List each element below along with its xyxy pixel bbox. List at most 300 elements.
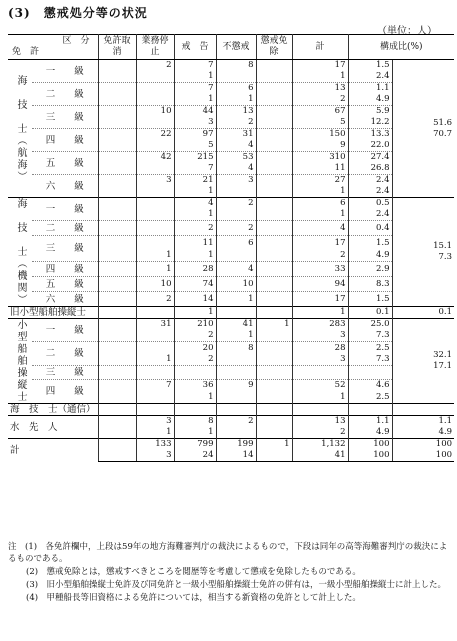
cell-k6-a-0 — [98, 175, 136, 187]
cell-s1-b-4 — [256, 330, 292, 342]
notes — [8, 541, 448, 605]
section-title: (3) 懲戒処分等の状況 — [8, 6, 148, 20]
cell-k6-b-2: 1 — [174, 186, 216, 198]
cell-e3-b-6: 4.9 — [348, 250, 392, 262]
cell-s4-b-0 — [98, 392, 136, 404]
cell-total-b-7: 100 — [392, 450, 454, 462]
table-row — [8, 221, 454, 236]
table-row — [8, 366, 454, 373]
cell-e4-a-5: 33 — [292, 262, 348, 277]
cell-e1-a-0 — [98, 198, 136, 210]
cell-k2-a-0 — [98, 83, 136, 95]
cell-k5-a-1: 42 — [136, 152, 174, 164]
cell-k3-b-1 — [136, 117, 174, 129]
cell-s1-b-0 — [98, 330, 136, 342]
cell-suisen-b-5: 2 — [292, 427, 348, 439]
table-row — [8, 416, 454, 428]
table-row — [8, 152, 454, 164]
grade-label: 六 級 — [32, 292, 98, 307]
cell-k3-a-4 — [256, 106, 292, 118]
cell-e1-b-1 — [136, 209, 174, 221]
table-row — [8, 292, 454, 307]
cell-k1-a-3: 8 — [216, 60, 256, 72]
cell-k3-b-6: 12.2 — [348, 117, 392, 129]
cell-k5-a-6: 27.4 — [348, 152, 392, 164]
note-1: 注 (1) 各免許欄中，上段は59年の地方海難審判庁の裁決によるもので，下段は同年の高等海難審判庁の裁決によるものである。 — [8, 542, 448, 564]
cell-k6-b-5: 1 — [292, 186, 348, 198]
cell-e1-a-2: 4 — [174, 198, 216, 210]
cell-k1-a-0 — [98, 60, 136, 72]
table-row — [8, 342, 454, 355]
cell-k3-b-5: 5 — [292, 117, 348, 129]
cell-k2-a-6: 1.1 — [348, 83, 392, 95]
cell-k6-a-4 — [256, 175, 292, 187]
cell-k3-b-2: 3 — [174, 117, 216, 129]
cell-tsushin-a-2 — [174, 404, 216, 416]
cell-suisen-a-1: 3 — [136, 416, 174, 428]
cell-e3-a-0 — [98, 236, 136, 251]
cell-old-a-6: 0.1 — [348, 307, 392, 319]
header-menkyo: 免 許 — [12, 47, 40, 57]
unit-label: （単位：人） — [377, 26, 437, 37]
cell-k4-a-0 — [98, 129, 136, 141]
cell-k1-b-3 — [216, 71, 256, 83]
cell-e2-a-5: 4 — [292, 221, 348, 236]
cell-k3-b-0 — [98, 117, 136, 129]
cell-k1-a-5: 17 — [292, 60, 348, 72]
cell-s4-b-1 — [136, 392, 174, 404]
cell-suisen-b-3 — [216, 427, 256, 439]
big-ratio-kogata: 32.1 17.1 — [392, 319, 454, 404]
cell-k1-b-1 — [136, 71, 174, 83]
cell-tsushin-a-6 — [348, 404, 392, 416]
header-c2: 業務停止 — [136, 35, 174, 60]
cell-e5-a-2: 74 — [174, 277, 216, 292]
cell-k4-b-4 — [256, 140, 292, 152]
cell-k5-a-5: 310 — [292, 152, 348, 164]
cell-e5-a-0 — [98, 277, 136, 292]
cell-total-a-3: 199 — [216, 439, 256, 451]
cell-k6-a-2: 21 — [174, 175, 216, 187]
cell-s4-b-3 — [216, 392, 256, 404]
cell-k5-b-3: 4 — [216, 163, 256, 175]
grade-label: 一 級 — [32, 198, 98, 221]
cell-e1-a-4 — [256, 198, 292, 210]
cell-e2-a-0 — [98, 221, 136, 236]
cell-s3-a-3 — [216, 366, 256, 373]
cell-s4-a-2: 36 — [174, 379, 216, 392]
discipline-table — [8, 34, 454, 462]
table-row — [8, 175, 454, 187]
cell-k3-b-3: 2 — [216, 117, 256, 129]
table-row — [8, 379, 454, 392]
cell-e5-a-1: 10 — [136, 277, 174, 292]
cell-k6-b-3 — [216, 186, 256, 198]
cell-old-a-3 — [216, 307, 256, 319]
cell-k4-b-1 — [136, 140, 174, 152]
cell-k6-a-5: 27 — [292, 175, 348, 187]
table-row — [8, 319, 454, 331]
cell-k4-b-3: 4 — [216, 140, 256, 152]
cell-suisen-a-0 — [98, 416, 136, 428]
header-c5: 懲戒免除 — [256, 35, 292, 60]
grade-label: 三 級 — [32, 366, 98, 379]
cell-k5-a-2: 215 — [174, 152, 216, 164]
cell-k4-a-2: 97 — [174, 129, 216, 141]
cell-k1-b-6: 2.4 — [348, 71, 392, 83]
cell-tsushin-a-5 — [292, 404, 348, 416]
group-label-kogata: 小型船舶操縦士 — [8, 319, 32, 404]
cell-suisen-b-7: 4.9 — [392, 427, 454, 439]
cell-e6-a-4 — [256, 292, 292, 307]
grade-label: 一 級 — [32, 319, 98, 342]
cell-s1-b-5: 3 — [292, 330, 348, 342]
cell-s3-a-4 — [256, 366, 292, 373]
cell-k4-a-4 — [256, 129, 292, 141]
cell-k5-a-0 — [98, 152, 136, 164]
cell-k2-b-0 — [98, 94, 136, 106]
cell-total-a-0 — [98, 439, 136, 451]
cell-old-a-5: 1 — [292, 307, 348, 319]
cell-k3-a-0 — [98, 106, 136, 118]
cell-e1-b-5: 1 — [292, 209, 348, 221]
cell-e5-a-6: 8.3 — [348, 277, 392, 292]
cell-s2-b-6: 7.3 — [348, 354, 392, 366]
cell-total-a-2: 799 — [174, 439, 216, 451]
cell-k4-b-6: 22.0 — [348, 140, 392, 152]
cell-k2-a-1 — [136, 83, 174, 95]
cell-old-a-2: 1 — [174, 307, 216, 319]
cell-k2-b-5: 2 — [292, 94, 348, 106]
cell-total-b-3: 14 — [216, 450, 256, 462]
cell-e3-b-0 — [98, 250, 136, 262]
cell-e1-a-3: 2 — [216, 198, 256, 210]
cell-k1-a-2: 7 — [174, 60, 216, 72]
cell-e3-a-2: 11 — [174, 236, 216, 251]
cell-total-a-5: 1,132 — [292, 439, 348, 451]
cell-s2-b-4 — [256, 354, 292, 366]
big-ratio-kikan: 15.1 7.3 — [392, 198, 454, 307]
cell-k2-b-1 — [136, 94, 174, 106]
cell-s1-b-6: 7.3 — [348, 330, 392, 342]
cell-k2-a-5: 13 — [292, 83, 348, 95]
cell-s3-a-6 — [348, 366, 392, 373]
cell-k2-b-6: 4.9 — [348, 94, 392, 106]
cell-e3-b-2: 1 — [174, 250, 216, 262]
cell-suisen-b-0 — [98, 427, 136, 439]
cell-s2-a-5: 28 — [292, 342, 348, 355]
cell-s4-a-6: 4.6 — [348, 379, 392, 392]
cell-total-b-6: 100 — [348, 450, 392, 462]
cell-old-a-0 — [98, 307, 136, 319]
cell-k2-b-2: 1 — [174, 94, 216, 106]
header-row — [8, 35, 454, 60]
cell-e3-a-6: 1.5 — [348, 236, 392, 251]
grade-label: 二 級 — [32, 221, 98, 236]
cell-e5-a-4 — [256, 277, 292, 292]
group-label-kikan: 海 技 士（機関） — [8, 198, 32, 307]
cell-e1-b-2: 1 — [174, 209, 216, 221]
cell-suisen-b-6: 4.9 — [348, 427, 392, 439]
cell-k6-a-3: 3 — [216, 175, 256, 187]
cell-suisen-a-5: 13 — [292, 416, 348, 428]
cell-suisen-a-2: 8 — [174, 416, 216, 428]
cell-old-a-4 — [256, 307, 292, 319]
cell-s3-a-0 — [98, 366, 136, 373]
cell-e3-b-1: 1 — [136, 250, 174, 262]
cell-k1-a-6: 1.5 — [348, 60, 392, 72]
cell-k4-b-0 — [98, 140, 136, 152]
header-c3: 戒 告 — [174, 35, 216, 60]
cell-k1-a-4 — [256, 60, 292, 72]
cell-s4-a-4 — [256, 379, 292, 392]
cell-e1-a-5: 6 — [292, 198, 348, 210]
grade-label: 四 級 — [32, 129, 98, 152]
cell-tsushin-a-0 — [98, 404, 136, 416]
group-label-koukai: 海 技 士（航海） — [8, 60, 32, 198]
cell-tsushin-a-1 — [136, 404, 174, 416]
cell-total-b-5: 41 — [292, 450, 348, 462]
cell-total-b-4 — [256, 450, 292, 462]
cell-s1-a-0 — [98, 319, 136, 331]
cell-k2-a-3: 6 — [216, 83, 256, 95]
cell-total-a-7: 100 — [392, 439, 454, 451]
header-kubun: 区 分 — [62, 36, 90, 46]
cell-k4-a-1: 22 — [136, 129, 174, 141]
table-row — [8, 439, 454, 451]
cell-s2-a-4 — [256, 342, 292, 355]
table-row — [8, 307, 454, 319]
cell-k1-b-0 — [98, 71, 136, 83]
table-row — [8, 262, 454, 277]
cell-e5-a-5: 94 — [292, 277, 348, 292]
cell-k6-a-1: 3 — [136, 175, 174, 187]
cell-suisen-b-1: 1 — [136, 427, 174, 439]
cell-k4-a-6: 13.3 — [348, 129, 392, 141]
cell-e3-a-5: 17 — [292, 236, 348, 251]
cell-e2-a-1 — [136, 221, 174, 236]
cell-s2-b-3 — [216, 354, 256, 366]
cell-k5-b-0 — [98, 163, 136, 175]
cell-s1-a-1: 31 — [136, 319, 174, 331]
cell-e6-a-2: 14 — [174, 292, 216, 307]
cell-s1-a-6: 25.0 — [348, 319, 392, 331]
cell-s2-a-6: 2.5 — [348, 342, 392, 355]
cell-e1-a-1 — [136, 198, 174, 210]
grade-label: 五 級 — [32, 152, 98, 175]
cell-e3-b-4 — [256, 250, 292, 262]
cell-e3-a-3: 6 — [216, 236, 256, 251]
cell-k5-b-2: 7 — [174, 163, 216, 175]
cell-e4-a-1: 1 — [136, 262, 174, 277]
cell-k6-b-0 — [98, 186, 136, 198]
cell-k2-a-4 — [256, 83, 292, 95]
cell-e2-a-6: 0.4 — [348, 221, 392, 236]
row-label-old: 旧小型船舶操縦士 — [8, 307, 98, 319]
grade-label: 四 級 — [32, 262, 98, 277]
table-row — [8, 236, 454, 251]
cell-k1-b-5: 1 — [292, 71, 348, 83]
cell-tsushin-a-4 — [256, 404, 292, 416]
grade-label: 六 級 — [32, 175, 98, 198]
cell-e2-a-4 — [256, 221, 292, 236]
cell-tsushin-a-7 — [392, 404, 454, 416]
cell-k5-a-4 — [256, 152, 292, 164]
header-corner — [8, 35, 98, 60]
cell-e6-a-0 — [98, 292, 136, 307]
cell-s1-b-3: 1 — [216, 330, 256, 342]
cell-k5-b-6: 26.8 — [348, 163, 392, 175]
table-row — [8, 277, 454, 292]
cell-old-a-7: 0.1 — [392, 307, 454, 319]
cell-tsushin-a-3 — [216, 404, 256, 416]
grade-label: 三 級 — [32, 106, 98, 129]
cell-e6-a-1: 2 — [136, 292, 174, 307]
grade-label: 五 級 — [32, 277, 98, 292]
cell-k1-b-2: 1 — [174, 71, 216, 83]
cell-s2-a-1 — [136, 342, 174, 355]
cell-k4-b-5: 9 — [292, 140, 348, 152]
cell-e4-a-4 — [256, 262, 292, 277]
cell-old-a-1 — [136, 307, 174, 319]
cell-k6-b-1 — [136, 186, 174, 198]
cell-s3-a-5 — [292, 366, 348, 373]
cell-s4-b-6: 2.5 — [348, 392, 392, 404]
cell-s2-a-3: 8 — [216, 342, 256, 355]
cell-s1-a-5: 283 — [292, 319, 348, 331]
cell-k6-b-6: 2.4 — [348, 186, 392, 198]
grade-label: 三 級 — [32, 236, 98, 262]
table-row — [8, 129, 454, 141]
cell-e1-b-0 — [98, 209, 136, 221]
cell-total-b-0 — [98, 450, 136, 462]
cell-s2-a-0 — [98, 342, 136, 355]
cell-k5-b-1 — [136, 163, 174, 175]
cell-e3-a-4 — [256, 236, 292, 251]
cell-k2-a-2: 7 — [174, 83, 216, 95]
cell-e2-a-2: 2 — [174, 221, 216, 236]
cell-s4-b-2: 1 — [174, 392, 216, 404]
header-c4: 不懲戒 — [216, 35, 256, 60]
cell-s2-b-1: 1 — [136, 354, 174, 366]
cell-k2-b-3: 1 — [216, 94, 256, 106]
row-label-suisen: 水 先 人 — [8, 416, 98, 439]
cell-e5-a-3: 10 — [216, 277, 256, 292]
cell-total-b-1: 3 — [136, 450, 174, 462]
cell-k3-a-5: 67 — [292, 106, 348, 118]
cell-s3-a-2 — [174, 366, 216, 373]
cell-k2-b-4 — [256, 94, 292, 106]
cell-e4-a-3: 4 — [216, 262, 256, 277]
cell-e2-a-3: 2 — [216, 221, 256, 236]
cell-e1-a-6: 0.5 — [348, 198, 392, 210]
cell-s1-b-1 — [136, 330, 174, 342]
cell-e6-a-5: 17 — [292, 292, 348, 307]
cell-s3-a-1 — [136, 366, 174, 373]
cell-e4-a-6: 2.9 — [348, 262, 392, 277]
cell-k5-b-5: 11 — [292, 163, 348, 175]
cell-k4-a-5: 150 — [292, 129, 348, 141]
header-c6: 計 — [292, 35, 348, 60]
cell-k5-b-4 — [256, 163, 292, 175]
header-c7: 構成比(%) — [348, 35, 454, 60]
grade-label: 四 級 — [32, 379, 98, 403]
cell-e6-a-6: 1.5 — [348, 292, 392, 307]
cell-total-a-1: 133 — [136, 439, 174, 451]
cell-e1-b-6: 2.4 — [348, 209, 392, 221]
cell-s1-a-2: 210 — [174, 319, 216, 331]
grade-label: 二 級 — [32, 83, 98, 106]
grade-label: 一 級 — [32, 60, 98, 83]
cell-s1-b-2: 2 — [174, 330, 216, 342]
cell-k3-a-6: 5.9 — [348, 106, 392, 118]
cell-k1-a-1: 2 — [136, 60, 174, 72]
cell-s2-b-2: 2 — [174, 354, 216, 366]
table-row — [8, 198, 454, 210]
row-label-total: 計 — [8, 439, 98, 462]
cell-s4-a-3: 9 — [216, 379, 256, 392]
note-4: (4) 甲種船長等旧資格による免許については，相当する新資格の免許として計上した。 — [26, 593, 361, 603]
cell-e4-a-2: 28 — [174, 262, 216, 277]
cell-e3-b-5: 2 — [292, 250, 348, 262]
cell-k3-a-1: 10 — [136, 106, 174, 118]
cell-total-a-6: 100 — [348, 439, 392, 451]
cell-total-b-2: 24 — [174, 450, 216, 462]
cell-k4-b-2: 5 — [174, 140, 216, 152]
cell-s1-a-3: 41 — [216, 319, 256, 331]
cell-k3-a-3: 13 — [216, 106, 256, 118]
cell-suisen-a-7: 1.1 — [392, 416, 454, 428]
cell-suisen-a-3: 2 — [216, 416, 256, 428]
cell-e3-b-3 — [216, 250, 256, 262]
cell-k1-b-4 — [256, 71, 292, 83]
cell-e1-b-4 — [256, 209, 292, 221]
cell-suisen-b-2: 1 — [174, 427, 216, 439]
cell-s2-a-2: 20 — [174, 342, 216, 355]
note-2: (2) 懲戒免除とは，懲戒すべきところを閲歴等を考慮して懲戒を免除したものである。 — [26, 567, 361, 577]
cell-s4-a-1: 7 — [136, 379, 174, 392]
cell-k5-a-3: 53 — [216, 152, 256, 164]
cell-k6-b-4 — [256, 186, 292, 198]
cell-e1-b-3 — [216, 209, 256, 221]
cell-k3-b-4 — [256, 117, 292, 129]
grade-label: 二 級 — [32, 342, 98, 366]
table-row — [8, 60, 454, 72]
table-row — [8, 404, 454, 416]
cell-e3-a-1 — [136, 236, 174, 251]
table-row — [8, 106, 454, 118]
cell-suisen-a-4 — [256, 416, 292, 428]
cell-s2-b-5: 3 — [292, 354, 348, 366]
cell-k6-a-6: 2.4 — [348, 175, 392, 187]
cell-s4-b-5: 1 — [292, 392, 348, 404]
cell-s1-a-4: 1 — [256, 319, 292, 331]
header-c1: 免許取消 — [98, 35, 136, 60]
big-ratio-koukai: 51.6 70.7 — [392, 60, 454, 198]
row-label-tsushin: 海 技 士（通信） — [8, 404, 98, 416]
cell-s4-a-0 — [98, 379, 136, 392]
cell-k3-a-2: 44 — [174, 106, 216, 118]
cell-e4-a-0 — [98, 262, 136, 277]
cell-suisen-a-6: 1.1 — [348, 416, 392, 428]
table-row — [8, 83, 454, 95]
cell-s4-a-5: 52 — [292, 379, 348, 392]
cell-k4-a-3: 31 — [216, 129, 256, 141]
cell-s4-b-4 — [256, 392, 292, 404]
cell-total-a-4: 1 — [256, 439, 292, 451]
cell-suisen-b-4 — [256, 427, 292, 439]
note-3: (3) 旧小型船舶操縦士免許及び同免許と一級小型船舶操縦士免許の併有は，一級小型船舶操縦士に計上した。 — [26, 580, 447, 590]
